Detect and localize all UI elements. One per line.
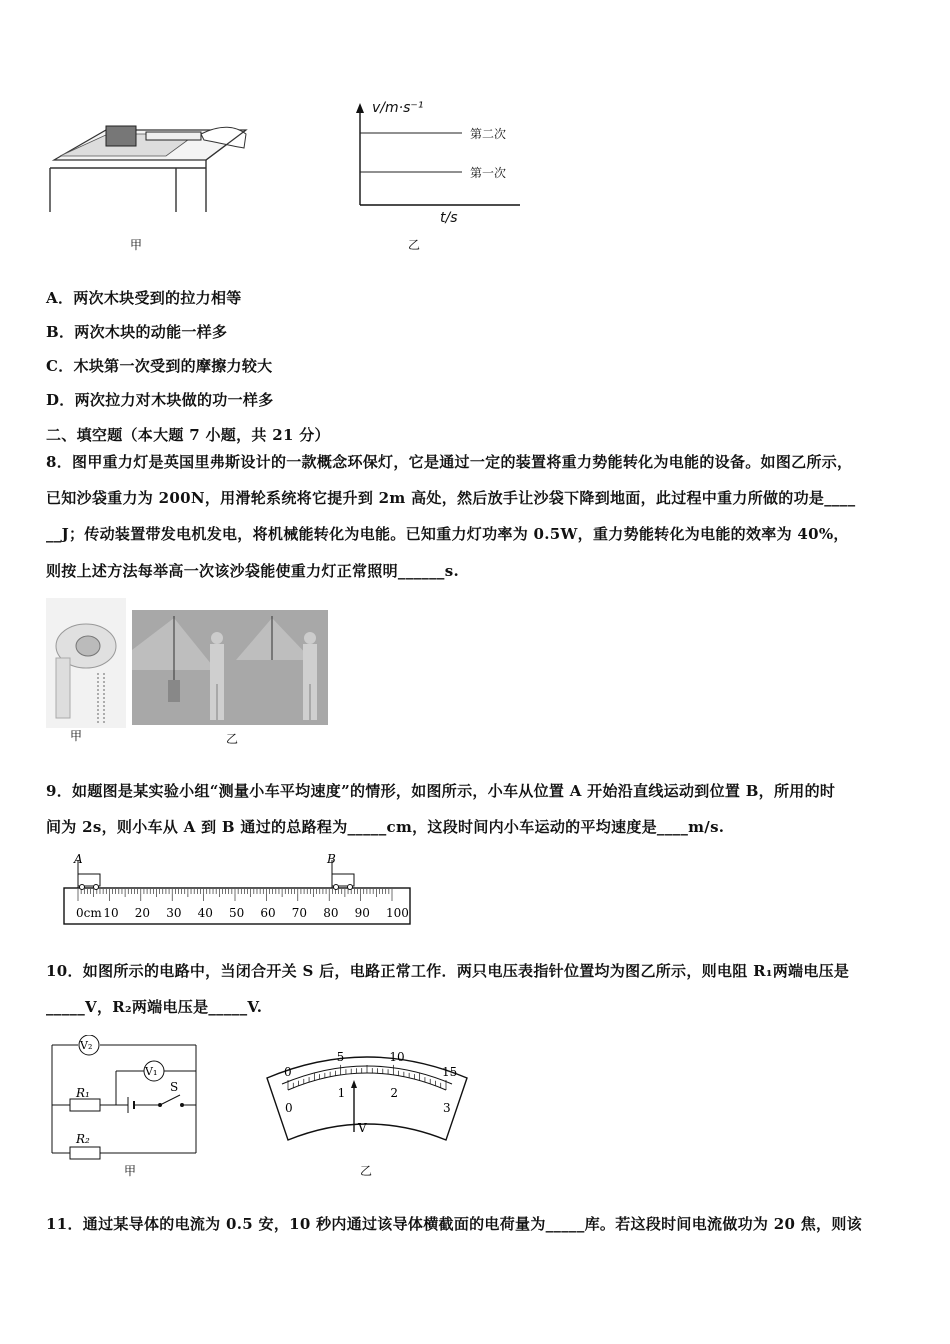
gravity-lamp-illustration <box>46 598 126 728</box>
q8-line-4: 则按上述方法每举高一次该沙袋能使重力灯正常照明______s. <box>46 562 459 580</box>
option-c: C．木块第一次受到的摩擦力较大 <box>46 357 273 375</box>
figure-10-circuit <box>46 1035 211 1165</box>
section-title: 二、填空题（本大题 7 小题，共 21 分） <box>46 426 330 444</box>
meter-inner-scale-label: 1 <box>337 1085 346 1100</box>
ruler-tick-label: 90 <box>354 906 370 920</box>
figure-8-yi-caption: 乙 <box>226 732 239 746</box>
q10-line-2: _____V，R₂两端电压是_____V. <box>46 998 263 1016</box>
q9-line-1: 9．如题图是某实验小组“测量小车平均速度”的情形，如图所示，小车从位置 A 开始沿直线运动到位置 B，所用的时 <box>46 782 836 800</box>
figure-7-yi-caption: 乙 <box>408 238 421 252</box>
meter-inner-scale-label: 3 <box>443 1101 451 1115</box>
meter-unit-label: V <box>358 1121 367 1135</box>
vt-line-first-label: 第一次 <box>470 166 507 180</box>
q9-line-2: 间为 2s，则小车从 A 到 B 通过的总路程为_____cm，这段时间内小车运动的平均速度是____m/s. <box>46 818 725 836</box>
voltmeter-dial <box>262 1040 472 1150</box>
resistor-r1-label: R₁ <box>76 1086 90 1100</box>
figure-8-jia-caption: 甲 <box>70 729 83 743</box>
ruler-svg <box>62 852 418 930</box>
ruler-zero-label: 0cm <box>76 906 102 920</box>
circuit-diagram <box>46 1035 211 1165</box>
figure-10-yi-caption: 乙 <box>360 1164 373 1178</box>
figure-10-jia-caption: 甲 <box>124 1164 137 1178</box>
voltmeter-v1-label: V₁ <box>145 1065 158 1078</box>
figure-7-jia-caption: 甲 <box>130 238 143 252</box>
q8-line-1: 8．图甲重力灯是英国里弗斯设计的一款概念环保灯，它是通过一定的装置将重力势能转化为电能的设备。如图乙所示， <box>46 453 853 471</box>
option-b: B．两次木块的动能一样多 <box>46 323 228 341</box>
gravity-lamp-usage-illustration <box>132 610 328 725</box>
ruler-label-a: A <box>74 852 83 866</box>
q10-line-1: 10．如图所示的电路中，当闭合开关 S 后，电路正常工作．两只电压表指针位置均为图乙所示，则电阻 R₁两端电压是 <box>46 962 850 980</box>
vt-xaxis-label: t/s <box>440 210 458 226</box>
meter-outer-scale-label: 10 <box>389 1049 405 1064</box>
vt-yaxis-label: v/m·s⁻¹ <box>372 100 424 116</box>
ruler-label-b: B <box>327 852 336 866</box>
ruler-tick-label: 80 <box>323 906 339 920</box>
ruler-tick-label: 20 <box>134 906 151 920</box>
ruler-tick-label: 40 <box>197 906 213 920</box>
switch-s-label: S <box>170 1080 179 1094</box>
ruler-tick-label: 30 <box>166 906 182 920</box>
q11-line-1: 11．通过某导体的电流为 0.5 安，10 秒内通过该导体横截面的电荷量为_____库。若这段时间电流做功为 20 焦，则该 <box>46 1215 862 1233</box>
figure-8-jia <box>46 598 126 728</box>
ruler-tick-label: 50 <box>229 906 245 920</box>
ruler-tick-label: 10 <box>103 906 119 920</box>
vt-line-second-label: 第二次 <box>470 127 507 141</box>
q8-line-2: 已知沙袋重力为 200N，用滑轮系统将它提升到 2m 高处，然后放手让沙袋下降到地面，此过程中重力所做的功是____ <box>46 489 856 507</box>
ruler-tick-label: 60 <box>260 906 276 920</box>
voltmeter-v2-label: V₂ <box>80 1039 93 1052</box>
resistor-r2-label: R₂ <box>76 1132 90 1146</box>
figure-10-meter <box>262 1040 472 1150</box>
ruler-tick-label: 100 <box>386 906 409 920</box>
ruler-tick-label: 70 <box>291 906 308 920</box>
option-a: A．两次木块受到的拉力相等 <box>46 289 242 307</box>
table-block-illustration <box>46 112 256 252</box>
meter-inner-scale-label: 2 <box>390 1085 398 1100</box>
meter-outer-scale-label: 15 <box>442 1065 458 1079</box>
option-d: D．两次拉力对木块做的功一样多 <box>46 391 274 409</box>
figure-8-yi <box>132 610 328 725</box>
q8-line-3: __J；传动装置带发电机发电，将机械能转化为电能。已知重力灯功率为 0.5W，重力势能转化为电能的效率为 40%， <box>46 525 849 543</box>
meter-outer-scale-label: 5 <box>336 1049 345 1064</box>
meter-inner-scale-label: 0 <box>285 1101 293 1115</box>
meter-outer-scale-label: 0 <box>284 1065 292 1079</box>
figure-7-jia <box>46 112 256 252</box>
figure-9-ruler <box>62 852 418 930</box>
